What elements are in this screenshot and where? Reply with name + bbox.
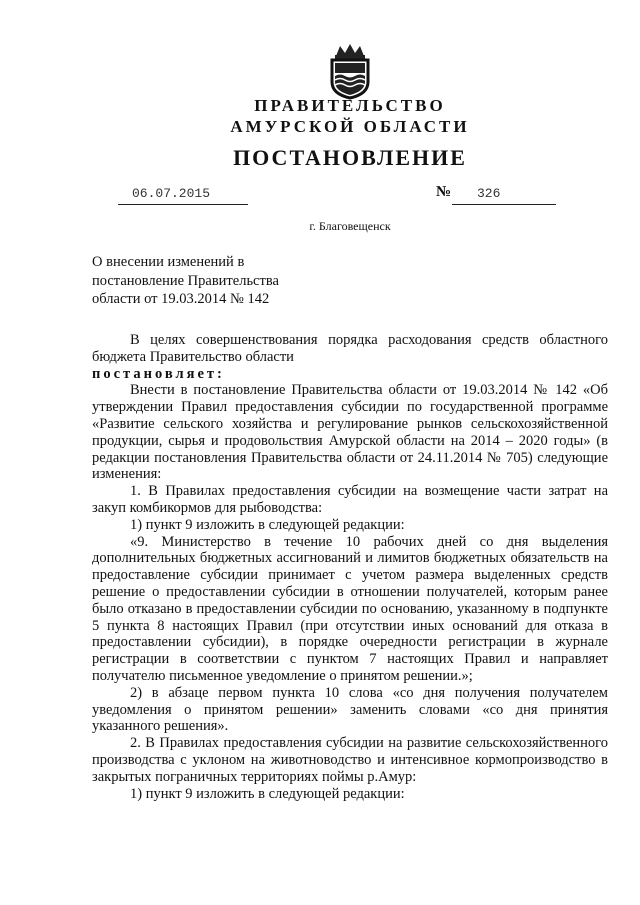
paragraph: 1) пункт 9 изложить в следующей редакции:: [130, 785, 405, 802]
subject-line: области от 19.03.2014 № 142: [92, 291, 270, 307]
subject-line: О внесении изменений в: [92, 254, 245, 270]
preamble: В целях совершенствования порядка расходования средств областного бюджета Правительство области: [92, 332, 608, 365]
paragraph: 1. В Правилах предоставления субсидии на возмещение части затрат на закуп комбикормов для рыбоводства:: [92, 483, 608, 516]
paragraph: «9. Министерство в течение 10 рабочих дней со дня выделения дополнительных бюджетных ассигнований и лимитов бюджетных обязательств на предоставление субсидии принимает с учетом размера выделенных средств решение о предоставлении субсидии в отношении получателей, которым ранее было отказано в предоставлении субсидии по основанию, указанному в подпункте 5 пункта 8 настоящих Правил (при отсутствии иных оснований для отказа в предоставлении субсидии), в порядке очередности регистрации в журнале регистрации в соответствии с пунктом 7 настоящих Правил и направляет получателю письменное уведомление о принятом решении.»;: [92, 533, 608, 684]
paragraph: 1) пункт 9 изложить в следующей редакции:: [130, 516, 405, 533]
document-type: ПОСТАНОВЛЕНИЕ: [233, 145, 467, 170]
document-number: 326: [477, 186, 501, 201]
coat-of-arms-icon: [326, 42, 374, 100]
paragraph: Внести в постановление Правительства области от 19.03.2014 № 142 «Об утверждении Правил предоставления субсидии по государственной программе «Развитие сельского хозяйства и регулирование рынков сельскохозяйственной продукции, сырья и продовольствия Амурской области на 2014 – 2020 годы» (в редакции постановления Правительства области от 24.11.2014 № 705) следующие изменения:: [92, 382, 608, 483]
number-sign: №: [436, 184, 452, 200]
issuer-line-2: АМУРСКОЙ ОБЛАСТИ: [230, 117, 470, 136]
paragraph: 2) в абзаце первом пункта 10 слова «со дня получения получателем уведомления о принятом решении» заменить словами «со дня принятия указанного решения».: [92, 684, 608, 735]
resolves-heading: постановляет:: [92, 365, 225, 382]
document-date: 06.07.2015: [132, 186, 211, 201]
document-body: [92, 332, 608, 802]
subject-line: постановление Правительства: [92, 272, 279, 289]
paragraph: 2. В Правилах предоставления субсидии на развитие сельскохозяйственного производства с уклоном на животноводство и интенсивное кормопроизводство в закрытых пограничных территориях поймы р.Амур:: [92, 735, 608, 785]
document-subject: [92, 253, 279, 309]
issuer-line-1: ПРАВИТЕЛЬСТВО: [254, 96, 446, 115]
city: г. Благовещенск: [309, 219, 391, 233]
number-underline: [452, 186, 556, 205]
